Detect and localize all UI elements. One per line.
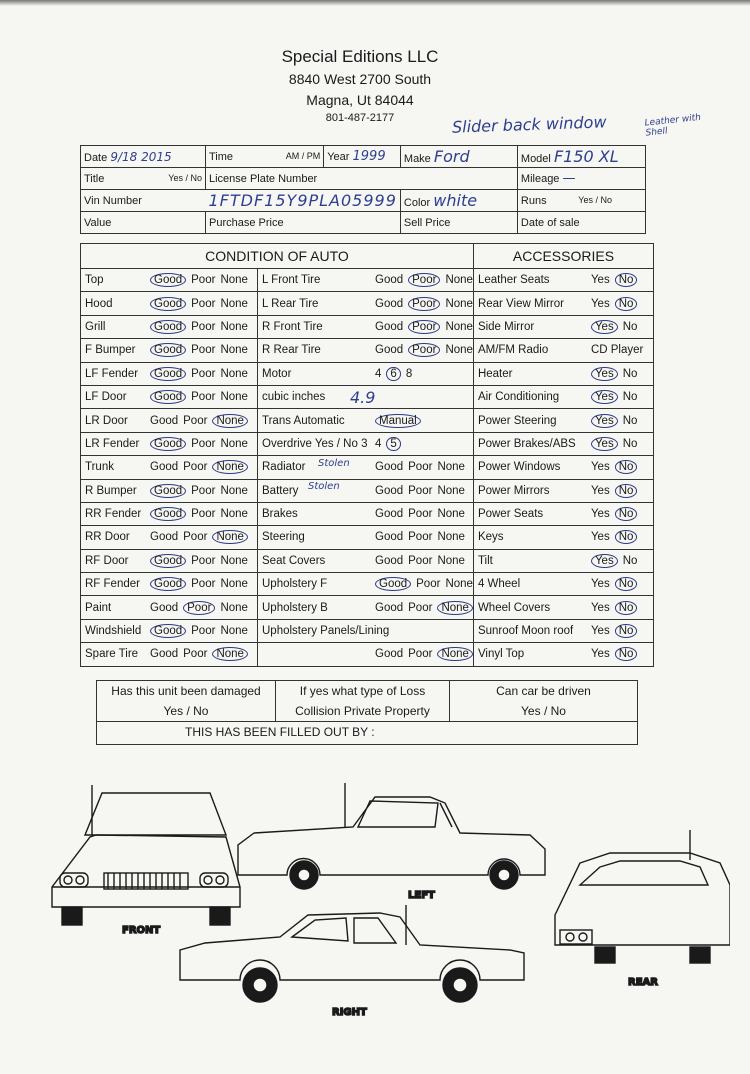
mileage-value: — (562, 171, 576, 186)
option-no[interactable]: No (622, 391, 638, 404)
date-value: 9/18 2015 (110, 149, 172, 164)
item-label: Wheel Covers (477, 601, 551, 614)
option-no[interactable]: No (615, 507, 638, 521)
option-none[interactable]: None (437, 508, 465, 521)
option-yes[interactable]: Yes (590, 578, 610, 591)
item-label: Upholstery B (262, 601, 328, 614)
item-label: L Front Tire (262, 274, 321, 287)
vin-value: 1FTDF15Y9PLA05999 (208, 191, 397, 210)
item-label: AM/FM Radio (477, 344, 549, 357)
option-poor[interactable]: Poor (183, 414, 208, 427)
option-poor[interactable]: Poor (191, 437, 216, 450)
option-none[interactable]: None (220, 437, 248, 450)
model-value: F150 XL (553, 147, 619, 166)
item-label: Vinyl Top (477, 648, 525, 661)
option-good[interactable]: Good (150, 577, 186, 591)
rear-caption: REAR (628, 977, 658, 988)
item-label: Windshield (85, 625, 142, 638)
item-label: Heater (477, 367, 513, 380)
option-good[interactable]: Good (375, 508, 404, 521)
condition-row (81, 409, 654, 432)
option-poor[interactable]: Poor (183, 531, 208, 544)
color-value: white (433, 191, 478, 210)
option-none[interactable]: None (437, 554, 465, 567)
plate-label: License Plate Number (209, 172, 318, 185)
option-yes[interactable]: Yes (590, 601, 610, 614)
option-no[interactable]: No (622, 414, 638, 427)
item-label: 4 Wheel (477, 578, 521, 591)
item-label: Seat Covers (262, 554, 326, 567)
option-none[interactable]: None (220, 367, 248, 380)
option-none[interactable]: None (445, 344, 473, 357)
option-none[interactable]: None (220, 391, 248, 404)
rear-view-car (555, 830, 730, 963)
condition-row (81, 526, 654, 549)
option-no[interactable]: No (615, 297, 638, 311)
runs-yes-no: Yes / No (578, 194, 612, 205)
option-good[interactable]: Good (150, 507, 186, 521)
option-no[interactable]: No (622, 367, 638, 380)
option-poor[interactable]: Poor (191, 274, 216, 287)
item-label: RF Door (85, 554, 129, 567)
item-label: Hood (85, 297, 113, 310)
option-poor[interactable]: Poor (408, 601, 433, 614)
title-yes-no: Yes / No (168, 172, 202, 183)
option-yes[interactable]: Yes (590, 461, 610, 474)
option-no[interactable]: No (622, 437, 638, 450)
radiator-note: Stolen (318, 458, 350, 469)
option-manual[interactable]: Manual (375, 414, 421, 428)
mileage-label: Mileage (520, 173, 560, 185)
option-yes[interactable]: Yes (591, 367, 618, 381)
option-poor[interactable]: Poor (191, 391, 216, 404)
option-yes[interactable]: Yes (591, 414, 618, 428)
item-label: Power Brakes/ABS (477, 437, 576, 450)
sell-label: Sell Price (403, 216, 451, 229)
option-no[interactable]: No (615, 484, 638, 498)
item-label: Trunk (85, 461, 114, 474)
option-none[interactable]: None (437, 601, 473, 615)
item-label: LF Fender (85, 367, 139, 380)
item-label: Motor (262, 367, 292, 380)
option-good[interactable]: Good (375, 320, 404, 333)
item-label: Steering (262, 531, 305, 544)
damage-table (96, 680, 638, 745)
option-good[interactable]: Good (150, 648, 179, 661)
option-yes[interactable]: Yes (590, 508, 610, 521)
option-good[interactable]: Good (150, 297, 186, 311)
option-poor[interactable]: Poor (408, 320, 440, 334)
company-street: 8840 West 2700 South (288, 71, 432, 87)
option-good[interactable]: Good (150, 624, 186, 638)
option-4[interactable]: 4 (375, 437, 382, 450)
item-label: Power Steering (477, 414, 557, 427)
option-poor[interactable]: Poor (191, 508, 216, 521)
option-poor[interactable]: Poor (191, 625, 216, 638)
option-poor[interactable]: Poor (191, 554, 216, 567)
option-good[interactable]: Good (150, 484, 186, 498)
title-label: Title (84, 172, 105, 185)
option-none[interactable]: None (445, 297, 473, 310)
option-good[interactable]: Good (150, 320, 186, 334)
option-good[interactable]: Good (150, 437, 186, 451)
option-none[interactable]: None (437, 484, 465, 497)
option-poor[interactable]: Poor (183, 461, 208, 474)
item-label: LF Door (85, 391, 127, 404)
item-label: Trans Automatic (262, 414, 345, 427)
date-of-sale-label: Date of sale (520, 216, 580, 229)
option-good[interactable]: Good (150, 367, 186, 381)
option-good[interactable]: Good (375, 577, 411, 591)
option-poor[interactable]: Poor (183, 648, 208, 661)
item-label: R Rear Tire (262, 344, 321, 357)
option-poor[interactable]: Poor (191, 344, 216, 357)
model-label: Model (520, 153, 551, 165)
option-good[interactable]: Good (375, 648, 404, 661)
option-poor[interactable]: Poor (408, 461, 433, 474)
company-city: Magna, Ut 84044 (306, 92, 414, 108)
option-no[interactable]: No (615, 577, 638, 591)
loss-type-options: Collision Private Property (295, 704, 430, 718)
option-good[interactable]: Good (375, 461, 404, 474)
option-yes[interactable]: Yes (591, 554, 618, 568)
option-good[interactable]: Good (375, 274, 404, 287)
cubic-inches-value: 4.9 (350, 388, 376, 407)
option-yes[interactable]: Yes (591, 437, 618, 451)
option-good[interactable]: Good (375, 531, 404, 544)
option-none[interactable]: None (437, 461, 465, 474)
handwritten-note: Slider back window (451, 112, 607, 137)
condition-row (81, 456, 654, 479)
option-good[interactable]: Good (150, 601, 179, 614)
item-label: RF Fender (85, 578, 140, 591)
condition-row (81, 643, 654, 666)
option-no[interactable]: No (615, 460, 638, 474)
item-label: Upholstery F (262, 578, 328, 591)
item-label: Battery (262, 484, 299, 497)
option-poor[interactable]: Poor (408, 531, 433, 544)
option-none[interactable]: None (212, 460, 248, 474)
vehicle-info-table (80, 145, 646, 234)
driven-options: Yes / No (521, 704, 566, 718)
option-yes[interactable]: Yes (591, 320, 618, 334)
make-value: Ford (433, 147, 470, 166)
option-8[interactable]: 8 (405, 367, 413, 380)
item-label: Rear View Mirror (477, 297, 564, 310)
option-good[interactable]: Good (150, 531, 179, 544)
option-yes[interactable]: Yes (590, 625, 610, 638)
option-poor[interactable]: Poor (191, 320, 216, 333)
option-good[interactable]: Good (150, 414, 179, 427)
item-label: Spare Tire (85, 648, 139, 661)
item-label: Side Mirror (477, 320, 535, 333)
accessories-title: ACCESSORIES (473, 244, 653, 269)
condition-row (81, 269, 654, 292)
option-none[interactable]: None (445, 320, 473, 333)
item-label: Grill (85, 320, 106, 333)
option-no[interactable]: No (615, 601, 638, 615)
option-cd-player[interactable]: CD Player (590, 344, 644, 357)
option-good[interactable]: Good (375, 484, 404, 497)
left-view-car (238, 783, 545, 889)
option-none[interactable]: None (220, 274, 248, 287)
option-none[interactable]: None (212, 414, 248, 428)
item-label: Power Seats (477, 508, 544, 521)
right-caption: RIGHT (332, 1007, 367, 1018)
item-label: RR Fender (85, 508, 142, 521)
option-5[interactable]: 5 (386, 437, 400, 451)
item-label: R Front Tire (262, 320, 323, 333)
option-none[interactable]: None (212, 530, 248, 544)
date-label: Date (84, 151, 108, 164)
vehicle-diagram (40, 775, 730, 1030)
filled-out-by: THIS HAS BEEN FILLED OUT BY : (97, 722, 638, 745)
option-good[interactable]: Good (150, 390, 186, 404)
condition-row (81, 573, 654, 596)
vin-label: Vin Number (84, 194, 142, 207)
condition-title: CONDITION OF AUTO (81, 244, 474, 269)
option-no[interactable]: No (615, 647, 638, 661)
option-poor[interactable]: Poor (191, 297, 216, 310)
option-4[interactable]: 4 (375, 367, 382, 380)
option-yes[interactable]: Yes (590, 484, 610, 497)
item-label: Paint (85, 601, 112, 614)
purchase-label: Purchase Price (209, 216, 284, 229)
left-caption: LEFT (408, 890, 435, 901)
option-poor[interactable]: Poor (408, 508, 433, 521)
color-label: Color (403, 197, 431, 209)
option-6[interactable]: 6 (386, 367, 400, 381)
front-view-car (52, 785, 240, 925)
condition-table (80, 243, 654, 667)
option-no[interactable]: No (615, 624, 638, 638)
handwritten-note-2: Leather with Shell (644, 112, 702, 139)
right-view-car (180, 905, 524, 1002)
option-poor[interactable]: Poor (408, 273, 440, 287)
option-good[interactable]: Good (375, 344, 404, 357)
condition-row (81, 432, 654, 455)
option-good[interactable]: Good (150, 554, 186, 568)
item-label: Leather Seats (477, 274, 550, 287)
damaged-options: Yes / No (163, 704, 209, 718)
item-label: Tilt (477, 554, 493, 567)
option-no[interactable]: No (615, 273, 638, 287)
item-label: Sunroof Moon roof (477, 625, 574, 638)
condition-row (81, 502, 654, 525)
item-label: Brakes (262, 508, 298, 521)
option-none[interactable]: None (445, 578, 473, 591)
option-yes[interactable]: Yes (590, 531, 610, 544)
option-none[interactable]: None (212, 647, 248, 661)
option-no[interactable]: No (615, 530, 638, 544)
option-poor[interactable]: Poor (183, 601, 215, 615)
option-good[interactable]: Good (375, 297, 404, 310)
item-label: cubic inches (262, 391, 326, 404)
option-poor[interactable]: Poor (191, 578, 216, 591)
company-phone: 801-487-2177 (325, 112, 395, 124)
option-poor[interactable]: Poor (191, 484, 216, 497)
item-label: LR Fender (85, 437, 140, 450)
option-poor[interactable]: Poor (408, 297, 440, 311)
item-label: Top (85, 274, 104, 287)
option-poor[interactable]: Poor (416, 578, 441, 591)
condition-row (81, 362, 654, 385)
item-label: F Bumper (85, 344, 136, 357)
option-poor[interactable]: Poor (408, 484, 433, 497)
item-label: Power Mirrors (477, 484, 550, 497)
year-label: Year (327, 151, 350, 163)
condition-row (81, 479, 654, 502)
item-label: RR Door (85, 531, 130, 544)
option-no[interactable]: No (622, 554, 638, 567)
item-label: LR Door (85, 414, 128, 427)
item-label: Keys (477, 531, 504, 544)
damaged-question: Has this unit been damaged (111, 684, 261, 698)
option-poor[interactable]: Poor (408, 343, 440, 357)
option-none[interactable]: None (220, 320, 248, 333)
item-label: L Rear Tire (262, 297, 319, 310)
time-label: Time (209, 150, 234, 163)
item-label: Overdrive Yes / No 3 (262, 437, 368, 450)
front-caption: FRONT (122, 925, 161, 936)
option-poor[interactable]: Poor (408, 648, 433, 661)
year-value: 1999 (352, 149, 386, 164)
option-good[interactable]: Good (150, 273, 186, 287)
item-label: R Bumper (85, 484, 137, 497)
option-yes[interactable]: Yes (590, 274, 610, 287)
runs-label: Runs (520, 194, 547, 207)
option-no[interactable]: No (622, 320, 638, 333)
loss-type-question: If yes what type of Loss (299, 684, 426, 698)
item-label: Radiator (262, 461, 306, 474)
option-poor[interactable]: Poor (408, 554, 433, 567)
option-none[interactable]: None (220, 344, 248, 357)
option-none[interactable]: None (220, 625, 248, 638)
option-none[interactable]: None (220, 554, 248, 567)
option-good[interactable]: Good (375, 601, 404, 614)
option-good[interactable]: Good (150, 461, 179, 474)
condition-row (81, 339, 654, 362)
option-good[interactable]: Good (375, 554, 404, 567)
option-none[interactable]: None (220, 297, 248, 310)
value-label: Value (84, 216, 112, 229)
option-none[interactable]: None (220, 484, 248, 497)
condition-row (81, 549, 654, 572)
option-none[interactable]: None (220, 578, 248, 591)
option-yes[interactable]: Yes (590, 297, 610, 310)
condition-row (81, 619, 654, 642)
company-name: Special Editions LLC (281, 47, 439, 66)
battery-note: Stolen (308, 481, 340, 492)
option-good[interactable]: Good (150, 343, 186, 357)
condition-row (81, 596, 654, 619)
driven-question: Can car be driven (496, 684, 591, 698)
option-yes[interactable]: Yes (591, 390, 618, 404)
make-label: Make (403, 153, 431, 165)
ampm-option: AM / PM (285, 150, 321, 161)
item-label: Upholstery Panels/Lining (262, 625, 390, 638)
option-none[interactable]: None (445, 274, 473, 287)
option-none[interactable]: None (220, 508, 248, 521)
condition-row (81, 292, 654, 315)
item-label: Power Windows (477, 461, 561, 474)
option-none[interactable]: None (437, 647, 473, 661)
condition-row (81, 315, 654, 338)
item-label: Air Conditioning (477, 391, 560, 404)
option-none[interactable]: None (437, 531, 465, 544)
option-none[interactable]: None (220, 601, 248, 614)
option-poor[interactable]: Poor (191, 367, 216, 380)
option-yes[interactable]: Yes (590, 648, 610, 661)
